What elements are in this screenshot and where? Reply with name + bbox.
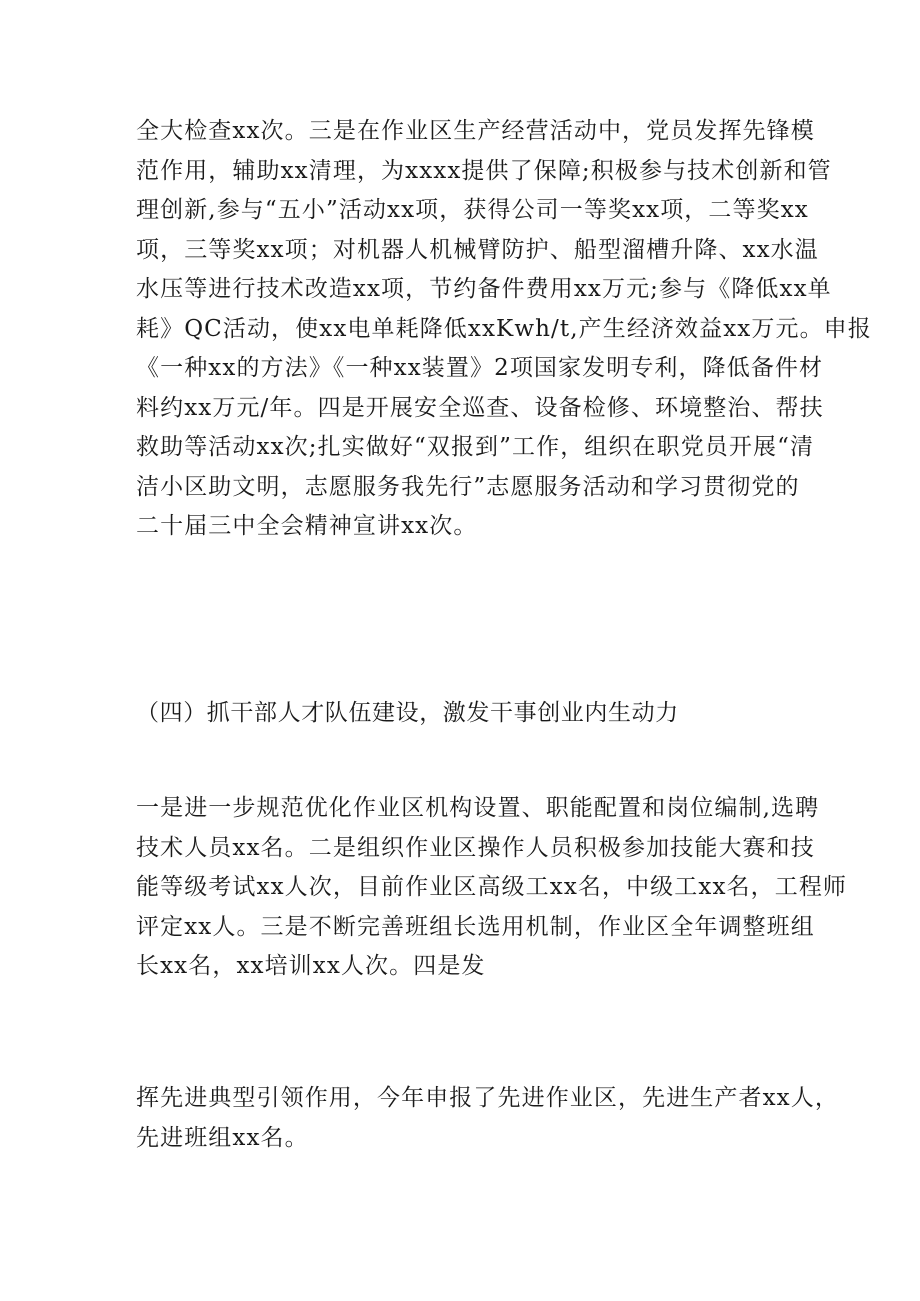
text-line: 能等级考试xx人次，目前作业区高级工xx名，中级工xx名，工程师 bbox=[136, 874, 848, 900]
text-line: 二十届三中全会精神宣讲xx次。 bbox=[136, 513, 478, 539]
paragraph-advanced-models bbox=[136, 1079, 839, 1158]
text-line: 技术人员xx名。二是组织作业区操作人员积极参加技能大赛和技 bbox=[136, 834, 815, 861]
paragraph-activities bbox=[136, 112, 872, 547]
text-line: 挥先进典型引领作用，今年申报了先进作业区，先进生产者xx人， bbox=[136, 1085, 839, 1111]
text-line: 长xx名，xx培训xx人次。四是发 bbox=[136, 953, 486, 979]
text-line: 耗》QC活动，使xx电单耗降低xxKwh/t,产生经济效益xx万元。申报 bbox=[136, 315, 872, 342]
text-line: 理创新,参与“五小”活动xx项，获得公司一等奖xx项，二等奖xx bbox=[136, 197, 809, 223]
paragraph-cadre-building bbox=[136, 789, 848, 987]
section-heading: （四）抓干部人才队伍建设，激发干事创业内生动力 bbox=[136, 700, 679, 726]
text-line: 料约xx万元/年。四是开展安全巡查、设备检修、环境整治、帮扶 bbox=[136, 394, 824, 421]
text-line: 水压等进行技术改造xx项，节约备件费用xx万元;参与《降低xx单 bbox=[136, 276, 832, 302]
text-line: 全大检查xx次。三是在作业区生产经营活动中，党员发挥先锋模 bbox=[136, 118, 815, 144]
text-line: 洁小区助文明，志愿服务我先行”志愿服务活动和学习贯彻党的 bbox=[136, 473, 800, 500]
text-line: 救助等活动xx次;扎实做好“双报到”工作，组织在职党员开展“清 bbox=[136, 434, 815, 460]
text-line: 评定xx人。三是不断完善班组长选用机制，作业区全年调整班组 bbox=[136, 913, 815, 940]
text-line: 《一种xx的方法》《一种xx装置》2项国家发明专利，降低备件材 bbox=[136, 355, 824, 381]
text-line: 项，三等奖xx项；对机器人机械臂防护、船型溜槽升降、xx水温 bbox=[136, 236, 819, 263]
text-line: 范作用，辅助xx清理，为xxxx提供了保障;积极参与技术创新和管 bbox=[136, 157, 832, 184]
text-line: 先进班组xx名。 bbox=[136, 1124, 309, 1151]
text-line: 一是进一步规范优化作业区机构设置、职能配置和岗位编制,选聘 bbox=[136, 795, 820, 821]
